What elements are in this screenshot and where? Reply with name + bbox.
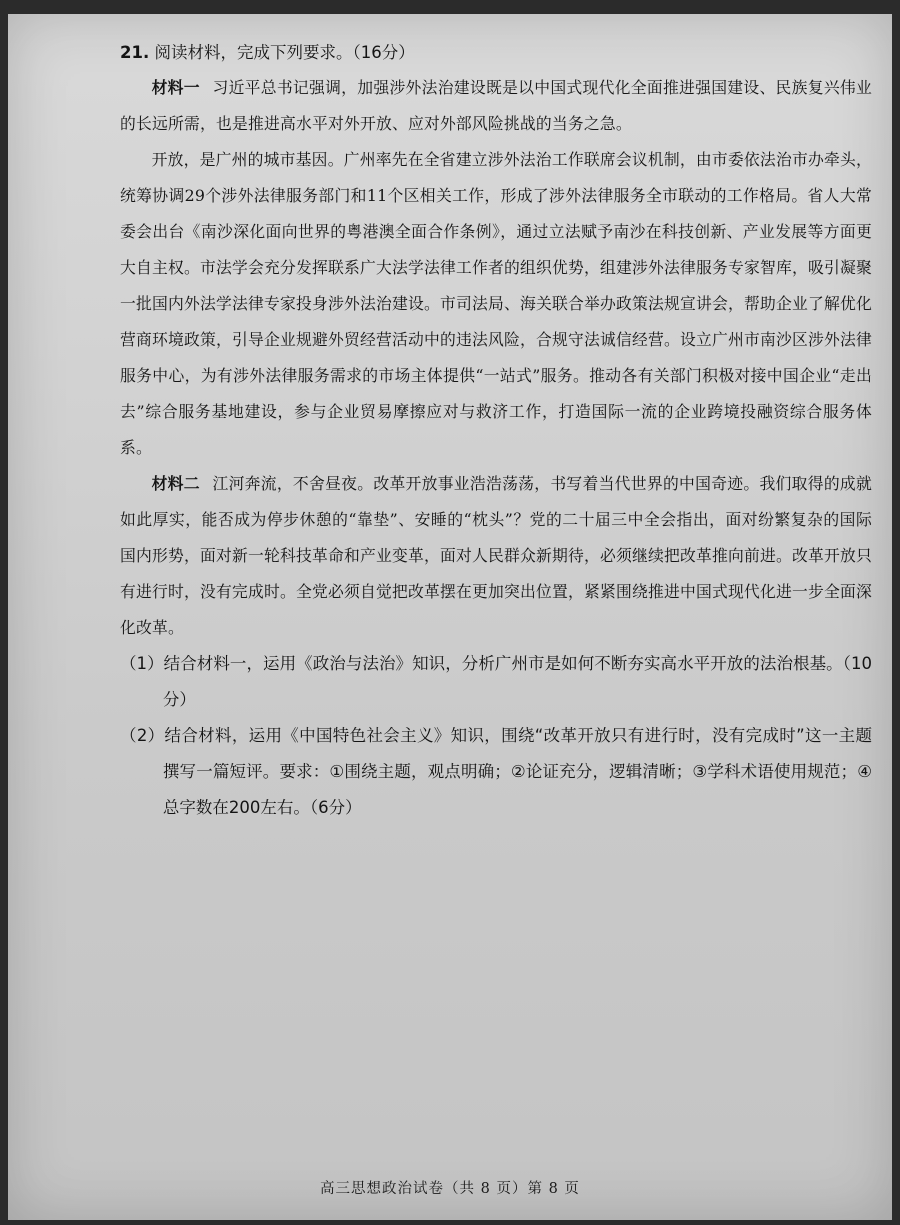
material-2	[120, 466, 872, 646]
material-1-text-1: 习近平总书记强调，加强涉外法治建设既是以中国式现代化全面推进强国建设、民族复兴伟业的长远所需，也是推进高水平对外开放、应对外部风险挑战的当务之急。	[120, 78, 872, 133]
page-footer: 高三思想政治试卷（共 8 页）第 8 页	[320, 1181, 580, 1197]
material-1-text-2: 开放，是广州的城市基因。广州率先在全省建立涉外法治工作联席会议机制，由市委依法治市办牵头，统筹协调29个涉外法律服务部门和11个区相关工作，形成了涉外法律服务全市联动的工作格局。省人大常委会出台《南沙深化面向世界的粤港澳全面合作条例》，通过立法赋予南沙在科技创新、产业发展等方面更大自主权。市法学会充分发挥联系广大法学法律工作者的组织优势，组建涉外法律服务专家智库，吸引凝聚一批国内外法学法律专家投身涉外法治建设。市司法局、海关联合举办政策法规宣讲会，帮助企业了解优化营商环境政策，引导企业规避外贸经营活动中的违法风险，合规守法诚信经营。设立广州市南沙区涉外法律服务中心，为有涉外法律服务需求的市场主体提供“一站式”服务。推动各有关部门积极对接中国企业“走出去”综合服务基地建设，参与企业贸易摩擦应对与救济工作，打造国际一流的企业跨境投融资综合服务体系。	[120, 150, 872, 457]
exam-page	[8, 14, 892, 1220]
question-number: 21.	[120, 43, 150, 62]
material-1-label: 材料一	[151, 78, 200, 97]
material-1-intro	[120, 70, 872, 142]
subquestion-2: （2）结合材料，运用《中国特色社会主义》知识，围绕“改革开放只有进行时，没有完成时”这一主题撰写一篇短评。要求：①围绕主题，观点明确；②论证充分，逻辑清晰；③学科术语使用规范；④总字数在200左右。（6分）	[120, 726, 872, 817]
question-prompt: 阅读材料，完成下列要求。（16分）	[154, 43, 415, 62]
material-2-label: 材料二	[151, 474, 200, 493]
subquestion-1: （1）结合材料一，运用《政治与法治》知识，分析广州市是如何不断夯实高水平开放的法治根基。（10分）	[120, 654, 872, 709]
question-block	[120, 38, 872, 826]
material-2-text: 江河奔流，不舍昼夜。改革开放事业浩浩荡荡，书写着当代世界的中国奇迹。我们取得的成就如此厚实，能否成为停步休憩的“靠垫”、安睡的“枕头”？党的二十届三中全会指出，面对纷繁复杂的国际国内形势，面对新一轮科技革命和产业变革，面对人民群众新期待，必须继续把改革推向前进。改革开放只有进行时，没有完成时。全党必须自觉把改革摆在更加突出位置，紧紧围绕推进中国式现代化进一步全面深化改革。	[120, 474, 872, 637]
question-title	[120, 38, 872, 68]
